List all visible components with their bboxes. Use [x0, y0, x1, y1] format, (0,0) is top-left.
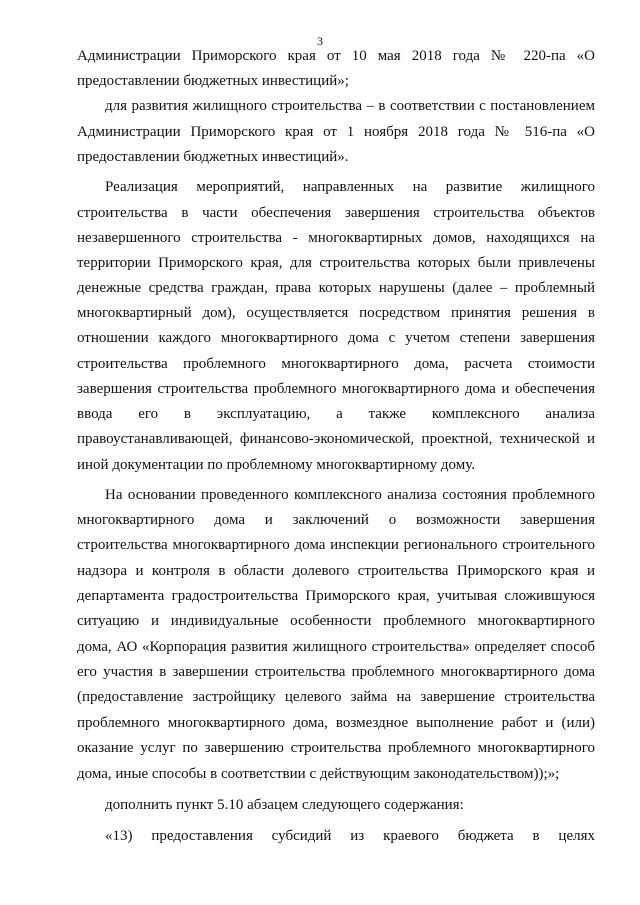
- text-line: отношении каждого многоквартирного дома с учетом степени завершения: [77, 330, 595, 346]
- text-line: для развития жилищного строительства – в соответствии с постановлением: [105, 98, 595, 114]
- text-line: дома, АО «Корпорация развития жилищного строительства» определяет способ: [77, 639, 595, 655]
- page-number: 3: [317, 34, 323, 48]
- text-line: ситуацию и индивидуальные особенности проблемного многоквартирного: [77, 613, 595, 629]
- text-line: многоквартирного дома и заключений о возможности завершения: [77, 512, 595, 528]
- text-line: На основании проведенного комплексного анализа состояния проблемного: [105, 487, 595, 503]
- text-line: завершения строительства проблемного многоквартирного дома и обеспечения: [77, 381, 595, 397]
- text-line: предоставлении бюджетных инвестиций»;: [77, 73, 349, 89]
- text-line: правоустанавливающей, финансово-экономической, проектной, технической и: [77, 431, 595, 447]
- text-line: многоквартирный дом), осуществляется посредством принятия решения в: [77, 305, 595, 321]
- text-line: надзора и контроля в области долевого строительства Приморского края и: [77, 563, 595, 579]
- text-line: «13) предоставления субсидий из краевого бюджета в целях: [105, 828, 595, 844]
- text-line: дополнить пункт 5.10 абзацем следующего содержания:: [105, 797, 464, 813]
- text-line: департамента градостроительства Приморского края, учитывая сложившуюся: [77, 588, 595, 604]
- text-line: строительства в части обеспечения завершения строительства объектов: [77, 205, 595, 221]
- text-line: ввода его в эксплуатацию, а также комплексного анализа: [77, 406, 595, 422]
- text-line: оказание услуг по завершению строительства проблемного многоквартирного: [77, 740, 595, 756]
- text-line: строительства проблемного многоквартирного дома, расчета стоимости: [77, 356, 595, 372]
- text-line: незавершенного строительства - многоквартирных домов, находящихся на: [77, 230, 595, 246]
- text-line: дома, иные способы в соответствии с действующим законодательством));»;: [77, 766, 560, 782]
- text-line: предоставлении бюджетных инвестиций».: [77, 149, 349, 165]
- text-line: (предоставление застройщику целевого займа на завершение строительства: [77, 689, 595, 705]
- text-line: территории Приморского края, для строительства которых были привлечены: [77, 255, 595, 271]
- text-line: Администрации Приморского края от 1 ноября 2018 года № 516-па «О: [77, 124, 595, 140]
- text-line: проблемного многоквартирного дома, возмездное выполнение работ и (или): [77, 715, 595, 731]
- text-line: строительства многоквартирного дома инспекции регионального строительного: [77, 537, 595, 553]
- text-line: его участия в завершении строительства проблемного многоквартирного дома: [77, 664, 595, 680]
- text-line: денежные средства граждан, права которых нарушены (далее – проблемный: [77, 280, 595, 296]
- text-line: иной документации по проблемному многоквартирному дому.: [77, 457, 476, 473]
- text-line: Администрации Приморского края от 10 мая 2018 года № 220-па «О: [77, 48, 595, 64]
- text-line: Реализация мероприятий, направленных на развитие жилищного: [105, 179, 595, 195]
